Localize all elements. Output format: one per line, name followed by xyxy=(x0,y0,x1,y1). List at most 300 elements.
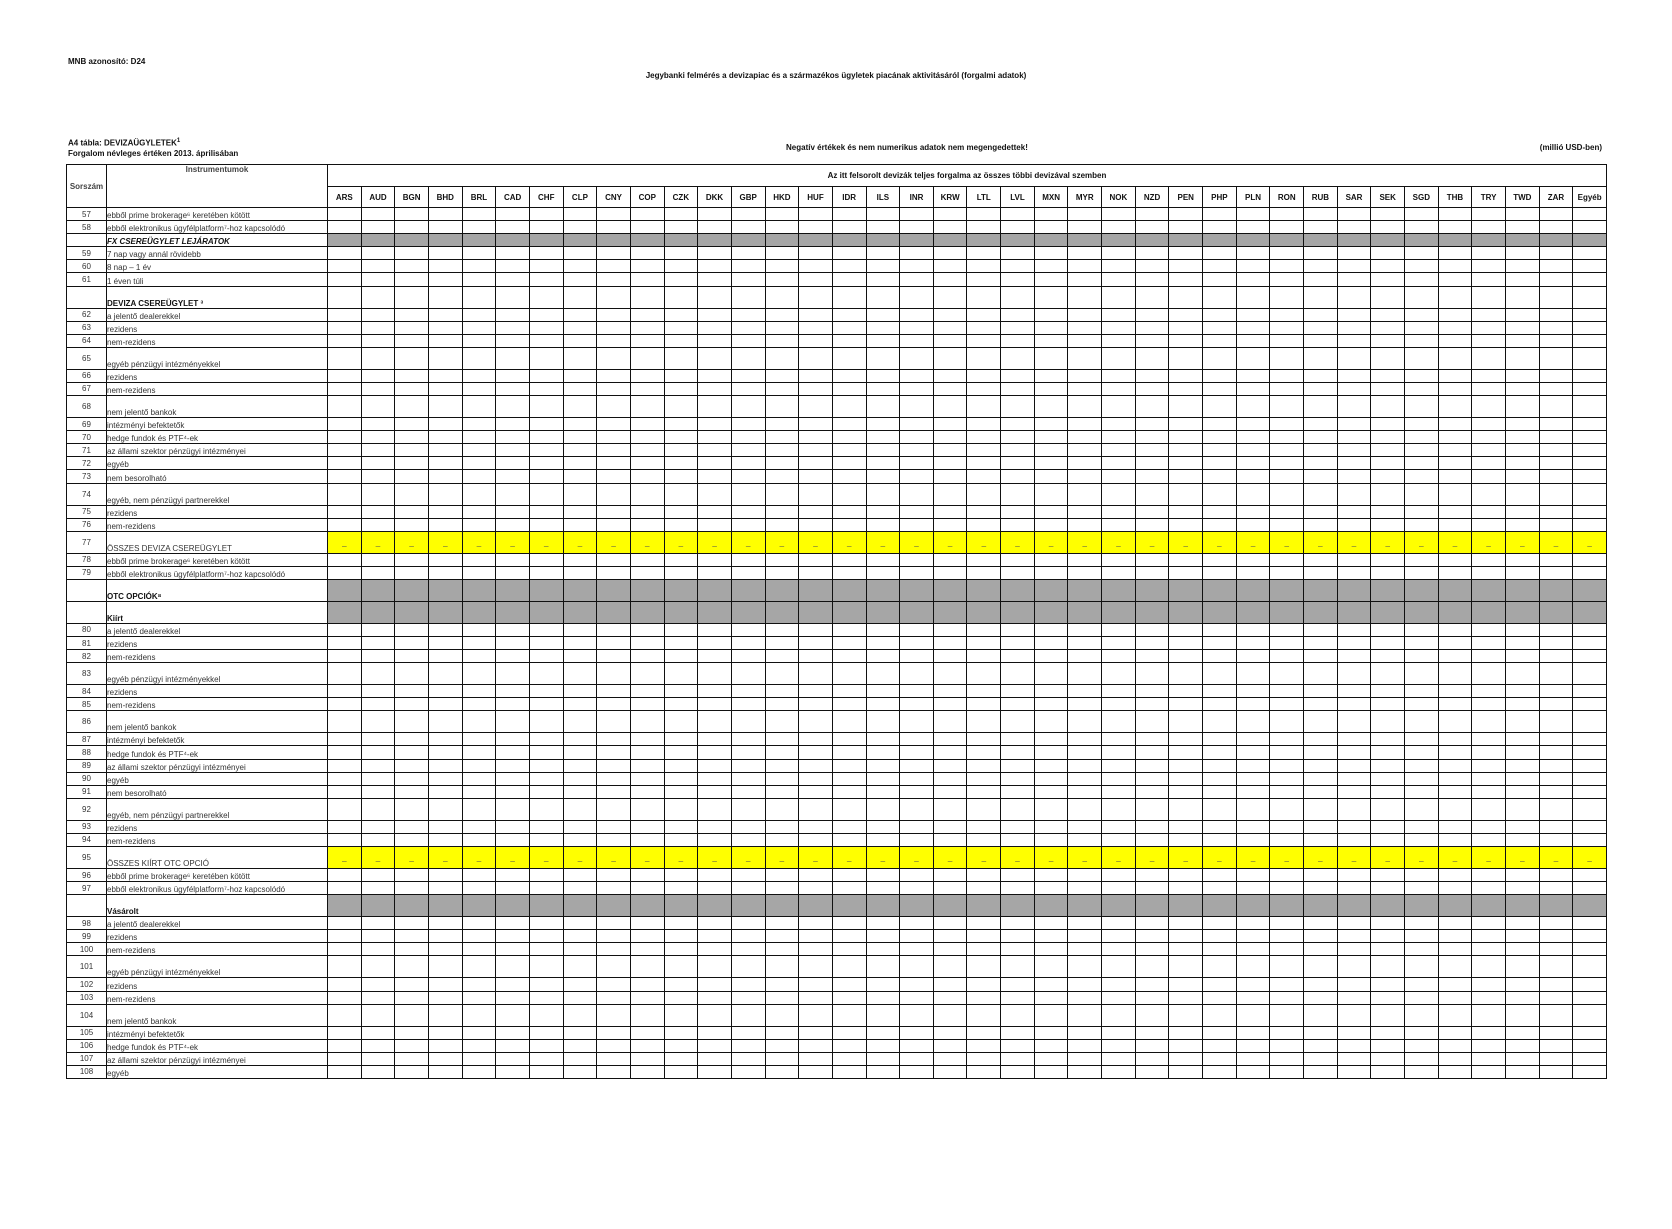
value-cell[interactable] xyxy=(799,444,833,457)
value-cell[interactable] xyxy=(1337,1039,1371,1052)
value-cell[interactable] xyxy=(1438,978,1472,991)
value-cell[interactable] xyxy=(731,820,765,833)
value-cell[interactable] xyxy=(1270,308,1304,321)
value-cell[interactable] xyxy=(1169,798,1203,820)
value-cell[interactable] xyxy=(832,833,866,846)
value-cell[interactable] xyxy=(866,418,900,431)
value-cell[interactable] xyxy=(1539,636,1573,649)
value-cell[interactable] xyxy=(1270,733,1304,746)
value-cell[interactable] xyxy=(462,798,496,820)
value-cell[interactable] xyxy=(1001,247,1035,260)
value-cell[interactable] xyxy=(1472,978,1506,991)
value-cell[interactable] xyxy=(361,930,395,943)
value-cell[interactable] xyxy=(597,260,631,273)
value-cell[interactable] xyxy=(1438,308,1472,321)
value-cell[interactable] xyxy=(563,978,597,991)
value-cell[interactable] xyxy=(529,820,563,833)
value-cell[interactable] xyxy=(529,685,563,698)
value-cell[interactable] xyxy=(1270,566,1304,579)
value-cell[interactable] xyxy=(395,746,429,759)
value-cell[interactable] xyxy=(1135,308,1169,321)
value-cell[interactable] xyxy=(328,698,362,711)
value-cell[interactable] xyxy=(1102,505,1136,518)
value-cell[interactable] xyxy=(832,1052,866,1065)
value-cell[interactable] xyxy=(529,746,563,759)
value-cell[interactable] xyxy=(630,347,664,369)
value-cell[interactable] xyxy=(529,711,563,733)
value-cell[interactable] xyxy=(1270,444,1304,457)
value-cell[interactable] xyxy=(1337,566,1371,579)
value-cell[interactable] xyxy=(1438,483,1472,505)
value-cell[interactable] xyxy=(496,1065,530,1078)
value-cell[interactable] xyxy=(1438,457,1472,470)
value-cell[interactable] xyxy=(1068,553,1102,566)
value-cell[interactable] xyxy=(1505,1065,1539,1078)
value-cell[interactable] xyxy=(967,1052,1001,1065)
value-cell[interactable] xyxy=(597,820,631,833)
value-cell[interactable] xyxy=(866,636,900,649)
value-cell[interactable] xyxy=(1304,685,1338,698)
value-cell[interactable] xyxy=(1505,623,1539,636)
value-cell[interactable] xyxy=(597,396,631,418)
value-cell[interactable] xyxy=(1304,347,1338,369)
value-cell[interactable] xyxy=(832,698,866,711)
value-cell[interactable] xyxy=(1169,247,1203,260)
value-cell[interactable] xyxy=(1337,698,1371,711)
value-cell[interactable] xyxy=(832,457,866,470)
value-cell[interactable] xyxy=(866,208,900,221)
value-cell[interactable] xyxy=(1472,833,1506,846)
value-cell[interactable] xyxy=(1034,650,1068,663)
value-cell[interactable] xyxy=(1505,444,1539,457)
value-cell[interactable] xyxy=(1438,221,1472,234)
value-cell[interactable] xyxy=(462,1065,496,1078)
value-cell[interactable] xyxy=(1203,1039,1237,1052)
value-cell[interactable] xyxy=(395,991,429,1004)
value-cell[interactable] xyxy=(428,518,462,531)
value-cell[interactable] xyxy=(900,347,934,369)
value-cell[interactable] xyxy=(1001,221,1035,234)
value-cell[interactable] xyxy=(1001,772,1035,785)
value-cell[interactable] xyxy=(1505,746,1539,759)
value-cell[interactable] xyxy=(1068,978,1102,991)
value-cell[interactable] xyxy=(1102,286,1136,308)
value-cell[interactable] xyxy=(866,917,900,930)
value-cell[interactable] xyxy=(900,247,934,260)
value-cell[interactable] xyxy=(1270,347,1304,369)
value-cell[interactable] xyxy=(1135,369,1169,382)
value-cell[interactable] xyxy=(664,978,698,991)
value-cell[interactable] xyxy=(1270,636,1304,649)
value-cell[interactable] xyxy=(1203,247,1237,260)
value-cell[interactable] xyxy=(1236,943,1270,956)
value-cell[interactable] xyxy=(1236,221,1270,234)
value-cell[interactable] xyxy=(1001,369,1035,382)
value-cell[interactable] xyxy=(967,321,1001,334)
value-cell[interactable] xyxy=(799,273,833,286)
value-cell[interactable] xyxy=(866,396,900,418)
value-cell[interactable] xyxy=(1505,650,1539,663)
value-cell[interactable] xyxy=(462,772,496,785)
value-cell[interactable] xyxy=(1270,833,1304,846)
value-cell[interactable] xyxy=(1405,457,1439,470)
value-cell[interactable] xyxy=(1573,260,1607,273)
value-cell[interactable] xyxy=(765,943,799,956)
value-cell[interactable] xyxy=(933,869,967,882)
value-cell[interactable] xyxy=(1573,505,1607,518)
value-cell[interactable] xyxy=(1236,663,1270,685)
value-cell[interactable] xyxy=(1472,991,1506,1004)
value-cell[interactable] xyxy=(1034,273,1068,286)
value-cell[interactable] xyxy=(1539,273,1573,286)
value-cell[interactable] xyxy=(1438,553,1472,566)
value-cell[interactable] xyxy=(1169,663,1203,685)
value-cell[interactable] xyxy=(1304,869,1338,882)
value-cell[interactable] xyxy=(866,286,900,308)
value-cell[interactable] xyxy=(1034,334,1068,347)
value-cell[interactable] xyxy=(496,286,530,308)
value-cell[interactable] xyxy=(1438,685,1472,698)
value-cell[interactable] xyxy=(967,334,1001,347)
value-cell[interactable] xyxy=(1068,418,1102,431)
value-cell[interactable] xyxy=(1405,396,1439,418)
value-cell[interactable] xyxy=(1438,247,1472,260)
value-cell[interactable] xyxy=(395,759,429,772)
value-cell[interactable] xyxy=(1068,347,1102,369)
value-cell[interactable] xyxy=(1236,260,1270,273)
value-cell[interactable] xyxy=(1236,991,1270,1004)
value-cell[interactable] xyxy=(1337,247,1371,260)
value-cell[interactable] xyxy=(428,882,462,895)
value-cell[interactable] xyxy=(1472,369,1506,382)
value-cell[interactable] xyxy=(328,505,362,518)
value-cell[interactable] xyxy=(1270,943,1304,956)
value-cell[interactable] xyxy=(832,221,866,234)
value-cell[interactable] xyxy=(630,759,664,772)
value-cell[interactable] xyxy=(1304,650,1338,663)
value-cell[interactable] xyxy=(1068,636,1102,649)
value-cell[interactable] xyxy=(866,518,900,531)
value-cell[interactable] xyxy=(1438,785,1472,798)
value-cell[interactable] xyxy=(328,636,362,649)
value-cell[interactable] xyxy=(1539,221,1573,234)
value-cell[interactable] xyxy=(1068,260,1102,273)
value-cell[interactable] xyxy=(1236,505,1270,518)
value-cell[interactable] xyxy=(597,663,631,685)
value-cell[interactable] xyxy=(967,978,1001,991)
value-cell[interactable] xyxy=(1236,1026,1270,1039)
value-cell[interactable] xyxy=(765,1052,799,1065)
value-cell[interactable] xyxy=(1135,623,1169,636)
value-cell[interactable] xyxy=(395,334,429,347)
value-cell[interactable] xyxy=(933,798,967,820)
value-cell[interactable] xyxy=(799,798,833,820)
value-cell[interactable] xyxy=(900,483,934,505)
value-cell[interactable] xyxy=(1438,930,1472,943)
value-cell[interactable] xyxy=(1135,956,1169,978)
value-cell[interactable] xyxy=(866,991,900,1004)
value-cell[interactable] xyxy=(1034,418,1068,431)
value-cell[interactable] xyxy=(933,208,967,221)
value-cell[interactable] xyxy=(1102,978,1136,991)
value-cell[interactable] xyxy=(933,457,967,470)
value-cell[interactable] xyxy=(1203,772,1237,785)
value-cell[interactable] xyxy=(1438,334,1472,347)
value-cell[interactable] xyxy=(1371,382,1405,395)
value-cell[interactable] xyxy=(1270,746,1304,759)
value-cell[interactable] xyxy=(1505,483,1539,505)
value-cell[interactable] xyxy=(1573,208,1607,221)
value-cell[interactable] xyxy=(428,457,462,470)
value-cell[interactable] xyxy=(563,1065,597,1078)
value-cell[interactable] xyxy=(1304,698,1338,711)
value-cell[interactable] xyxy=(1371,636,1405,649)
value-cell[interactable] xyxy=(967,636,1001,649)
value-cell[interactable] xyxy=(563,772,597,785)
value-cell[interactable] xyxy=(361,553,395,566)
value-cell[interactable] xyxy=(731,711,765,733)
value-cell[interactable] xyxy=(832,636,866,649)
value-cell[interactable] xyxy=(1438,286,1472,308)
value-cell[interactable] xyxy=(597,917,631,930)
value-cell[interactable] xyxy=(1135,1039,1169,1052)
value-cell[interactable] xyxy=(799,991,833,1004)
value-cell[interactable] xyxy=(1001,663,1035,685)
value-cell[interactable] xyxy=(1371,457,1405,470)
value-cell[interactable] xyxy=(1573,457,1607,470)
value-cell[interactable] xyxy=(1539,396,1573,418)
value-cell[interactable] xyxy=(731,733,765,746)
value-cell[interactable] xyxy=(765,457,799,470)
value-cell[interactable] xyxy=(328,956,362,978)
value-cell[interactable] xyxy=(967,759,1001,772)
value-cell[interactable] xyxy=(731,1039,765,1052)
value-cell[interactable] xyxy=(1102,518,1136,531)
value-cell[interactable] xyxy=(1505,978,1539,991)
value-cell[interactable] xyxy=(1573,1026,1607,1039)
value-cell[interactable] xyxy=(428,1039,462,1052)
value-cell[interactable] xyxy=(496,347,530,369)
value-cell[interactable] xyxy=(832,334,866,347)
value-cell[interactable] xyxy=(799,566,833,579)
value-cell[interactable] xyxy=(597,991,631,1004)
value-cell[interactable] xyxy=(1371,833,1405,846)
value-cell[interactable] xyxy=(1135,869,1169,882)
value-cell[interactable] xyxy=(1573,483,1607,505)
value-cell[interactable] xyxy=(328,1065,362,1078)
value-cell[interactable] xyxy=(1371,711,1405,733)
value-cell[interactable] xyxy=(1337,930,1371,943)
value-cell[interactable] xyxy=(1539,457,1573,470)
value-cell[interactable] xyxy=(1034,553,1068,566)
value-cell[interactable] xyxy=(1034,759,1068,772)
value-cell[interactable] xyxy=(832,1004,866,1026)
value-cell[interactable] xyxy=(799,733,833,746)
value-cell[interactable] xyxy=(765,260,799,273)
value-cell[interactable] xyxy=(799,917,833,930)
value-cell[interactable] xyxy=(1001,759,1035,772)
value-cell[interactable] xyxy=(1169,785,1203,798)
value-cell[interactable] xyxy=(1573,636,1607,649)
value-cell[interactable] xyxy=(1472,247,1506,260)
value-cell[interactable] xyxy=(1203,457,1237,470)
value-cell[interactable] xyxy=(428,553,462,566)
value-cell[interactable] xyxy=(1573,308,1607,321)
value-cell[interactable] xyxy=(428,917,462,930)
value-cell[interactable] xyxy=(1236,882,1270,895)
value-cell[interactable] xyxy=(900,208,934,221)
value-cell[interactable] xyxy=(563,431,597,444)
value-cell[interactable] xyxy=(1539,759,1573,772)
value-cell[interactable] xyxy=(1573,685,1607,698)
value-cell[interactable] xyxy=(1505,956,1539,978)
value-cell[interactable] xyxy=(1438,1004,1472,1026)
value-cell[interactable] xyxy=(832,286,866,308)
value-cell[interactable] xyxy=(1539,746,1573,759)
value-cell[interactable] xyxy=(597,882,631,895)
value-cell[interactable] xyxy=(1169,733,1203,746)
value-cell[interactable] xyxy=(428,483,462,505)
value-cell[interactable] xyxy=(1068,698,1102,711)
value-cell[interactable] xyxy=(1169,917,1203,930)
value-cell[interactable] xyxy=(832,917,866,930)
value-cell[interactable] xyxy=(1236,917,1270,930)
value-cell[interactable] xyxy=(1034,505,1068,518)
value-cell[interactable] xyxy=(1539,382,1573,395)
value-cell[interactable] xyxy=(731,785,765,798)
value-cell[interactable] xyxy=(1573,273,1607,286)
value-cell[interactable] xyxy=(597,470,631,483)
value-cell[interactable] xyxy=(1337,518,1371,531)
value-cell[interactable] xyxy=(1539,1065,1573,1078)
value-cell[interactable] xyxy=(1203,685,1237,698)
value-cell[interactable] xyxy=(1472,483,1506,505)
value-cell[interactable] xyxy=(832,208,866,221)
value-cell[interactable] xyxy=(933,369,967,382)
value-cell[interactable] xyxy=(529,917,563,930)
value-cell[interactable] xyxy=(630,650,664,663)
value-cell[interactable] xyxy=(1573,917,1607,930)
value-cell[interactable] xyxy=(731,208,765,221)
value-cell[interactable] xyxy=(1573,798,1607,820)
value-cell[interactable] xyxy=(1573,470,1607,483)
value-cell[interactable] xyxy=(1102,820,1136,833)
value-cell[interactable] xyxy=(1270,1004,1304,1026)
value-cell[interactable] xyxy=(1068,820,1102,833)
value-cell[interactable] xyxy=(563,334,597,347)
value-cell[interactable] xyxy=(630,1039,664,1052)
value-cell[interactable] xyxy=(597,208,631,221)
value-cell[interactable] xyxy=(1573,286,1607,308)
value-cell[interactable] xyxy=(328,930,362,943)
value-cell[interactable] xyxy=(328,1052,362,1065)
value-cell[interactable] xyxy=(832,930,866,943)
value-cell[interactable] xyxy=(967,308,1001,321)
value-cell[interactable] xyxy=(1169,1039,1203,1052)
value-cell[interactable] xyxy=(1203,444,1237,457)
value-cell[interactable] xyxy=(1405,566,1439,579)
value-cell[interactable] xyxy=(832,1065,866,1078)
value-cell[interactable] xyxy=(563,759,597,772)
value-cell[interactable] xyxy=(1203,382,1237,395)
value-cell[interactable] xyxy=(328,833,362,846)
value-cell[interactable] xyxy=(1203,991,1237,1004)
value-cell[interactable] xyxy=(1472,444,1506,457)
value-cell[interactable] xyxy=(1034,1026,1068,1039)
value-cell[interactable] xyxy=(1068,321,1102,334)
value-cell[interactable] xyxy=(630,869,664,882)
value-cell[interactable] xyxy=(1203,308,1237,321)
value-cell[interactable] xyxy=(1001,785,1035,798)
value-cell[interactable] xyxy=(328,746,362,759)
value-cell[interactable] xyxy=(1304,260,1338,273)
value-cell[interactable] xyxy=(933,444,967,457)
value-cell[interactable] xyxy=(563,650,597,663)
value-cell[interactable] xyxy=(1169,444,1203,457)
value-cell[interactable] xyxy=(630,820,664,833)
value-cell[interactable] xyxy=(496,273,530,286)
value-cell[interactable] xyxy=(1438,1065,1472,1078)
value-cell[interactable] xyxy=(1371,1052,1405,1065)
value-cell[interactable] xyxy=(1573,418,1607,431)
value-cell[interactable] xyxy=(328,553,362,566)
value-cell[interactable] xyxy=(664,943,698,956)
value-cell[interactable] xyxy=(563,685,597,698)
value-cell[interactable] xyxy=(1203,711,1237,733)
value-cell[interactable] xyxy=(1203,418,1237,431)
value-cell[interactable] xyxy=(1304,1004,1338,1026)
value-cell[interactable] xyxy=(1236,334,1270,347)
value-cell[interactable] xyxy=(428,663,462,685)
value-cell[interactable] xyxy=(698,991,732,1004)
value-cell[interactable] xyxy=(967,698,1001,711)
value-cell[interactable] xyxy=(933,772,967,785)
value-cell[interactable] xyxy=(866,431,900,444)
value-cell[interactable] xyxy=(1135,334,1169,347)
value-cell[interactable] xyxy=(1102,273,1136,286)
value-cell[interactable] xyxy=(1236,369,1270,382)
value-cell[interactable] xyxy=(933,623,967,636)
value-cell[interactable] xyxy=(1472,650,1506,663)
value-cell[interactable] xyxy=(1337,759,1371,772)
value-cell[interactable] xyxy=(933,882,967,895)
value-cell[interactable] xyxy=(933,698,967,711)
value-cell[interactable] xyxy=(799,711,833,733)
value-cell[interactable] xyxy=(428,444,462,457)
value-cell[interactable] xyxy=(630,396,664,418)
value-cell[interactable] xyxy=(1405,431,1439,444)
value-cell[interactable] xyxy=(1472,1052,1506,1065)
value-cell[interactable] xyxy=(1102,382,1136,395)
value-cell[interactable] xyxy=(395,978,429,991)
value-cell[interactable] xyxy=(395,833,429,846)
value-cell[interactable] xyxy=(1337,746,1371,759)
value-cell[interactable] xyxy=(1438,956,1472,978)
value-cell[interactable] xyxy=(462,956,496,978)
value-cell[interactable] xyxy=(799,650,833,663)
value-cell[interactable] xyxy=(1068,247,1102,260)
value-cell[interactable] xyxy=(799,930,833,943)
value-cell[interactable] xyxy=(1236,623,1270,636)
value-cell[interactable] xyxy=(1539,1039,1573,1052)
value-cell[interactable] xyxy=(1371,286,1405,308)
value-cell[interactable] xyxy=(462,221,496,234)
value-cell[interactable] xyxy=(1371,518,1405,531)
value-cell[interactable] xyxy=(597,273,631,286)
value-cell[interactable] xyxy=(765,483,799,505)
value-cell[interactable] xyxy=(664,483,698,505)
value-cell[interactable] xyxy=(496,698,530,711)
